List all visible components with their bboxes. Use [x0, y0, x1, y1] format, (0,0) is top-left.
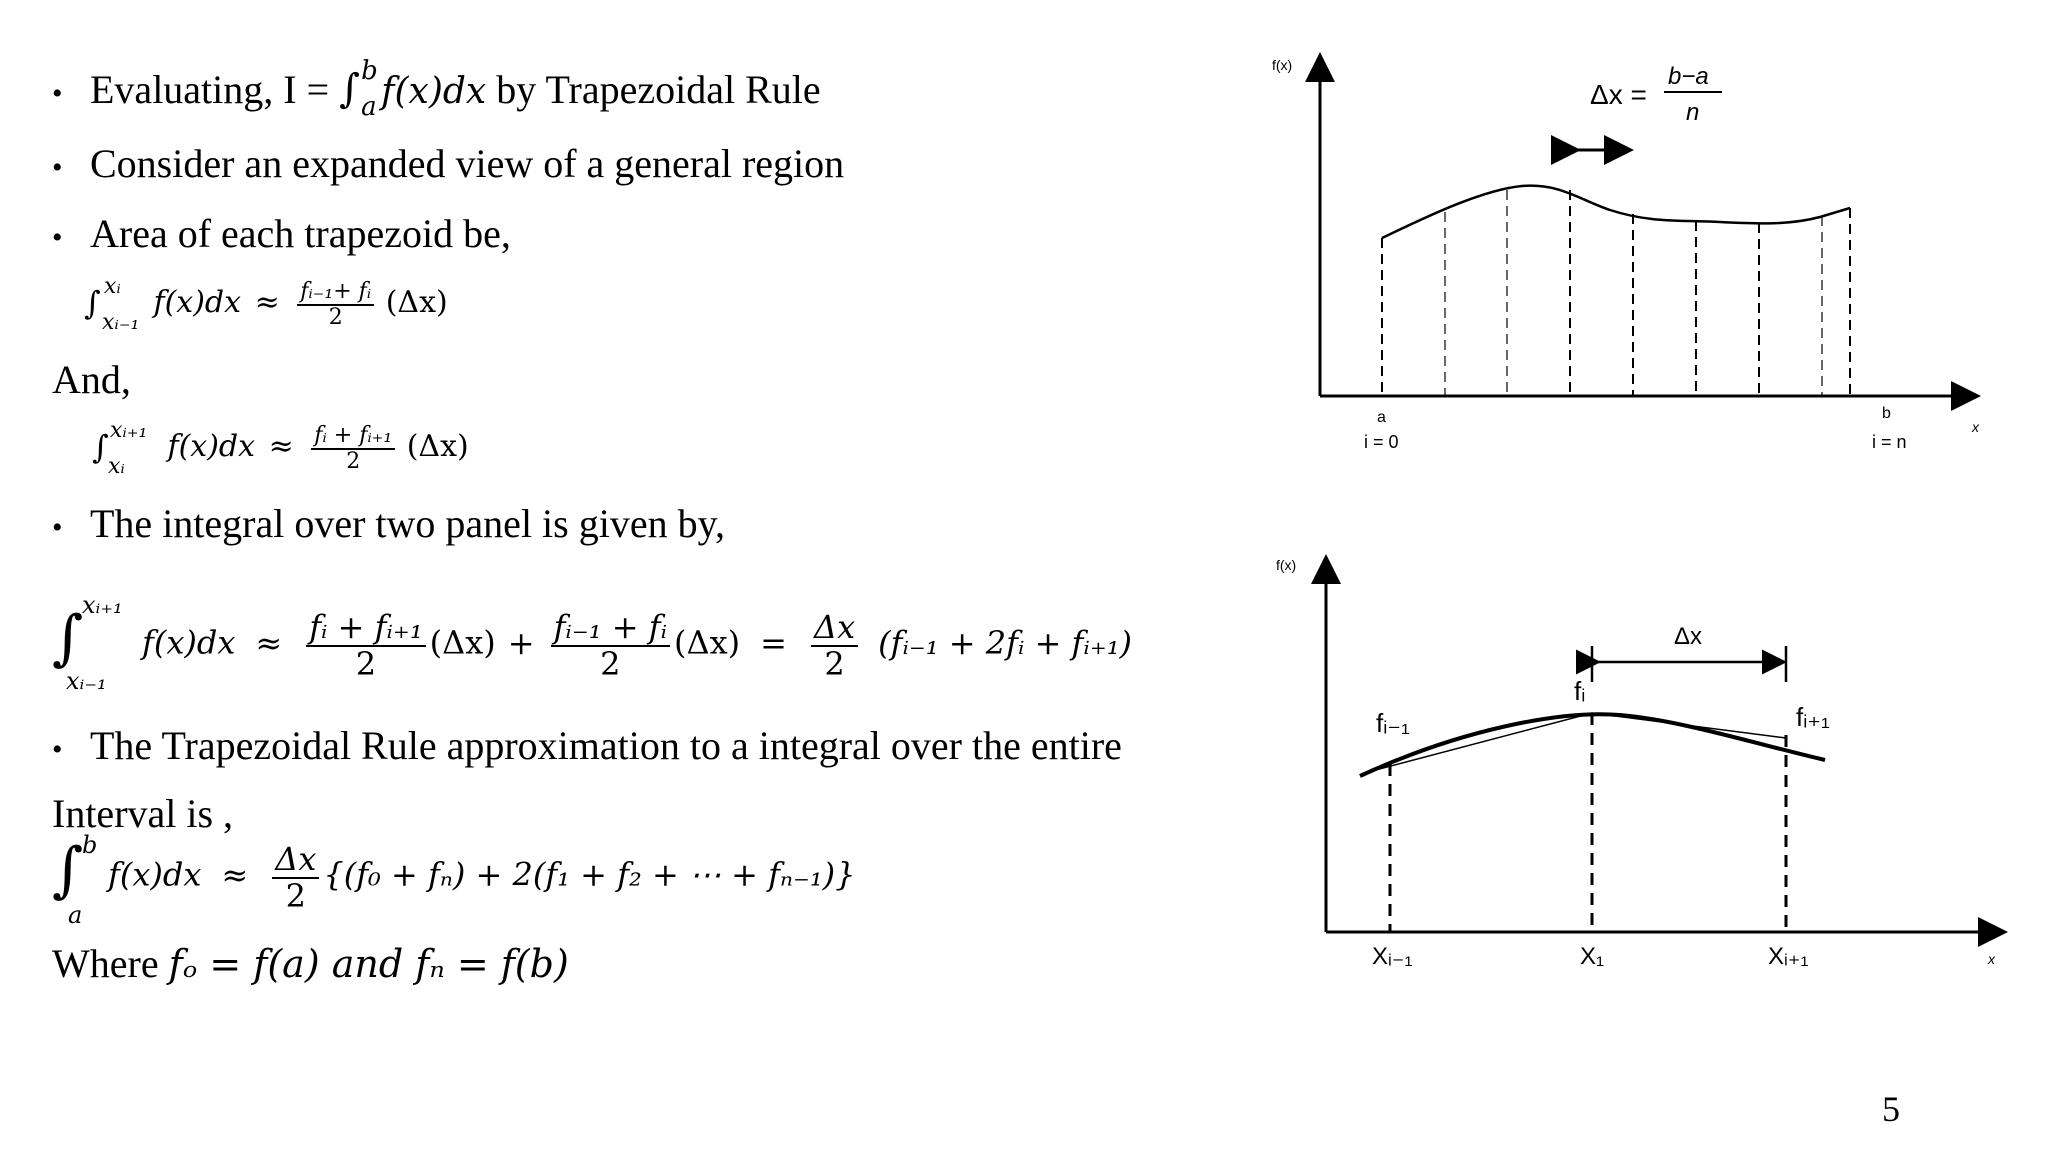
upper-limit: xᵢ₊₁ [110, 418, 148, 444]
and-label: And, [52, 357, 131, 402]
y-axis-label: f(x) [1276, 557, 1297, 573]
x-1-label: X₁ [1580, 943, 1605, 970]
bullet-text: The Trapezoidal Rule approximation to a integral over the entire [90, 723, 1122, 768]
figure-two-panel [1260, 550, 2020, 990]
denominator: 2 [328, 305, 343, 331]
dx-numerator: b−a [1668, 63, 1709, 90]
upper-limit: xᵢ₊₁ [82, 591, 123, 620]
where-line [52, 940, 569, 987]
numerator: fᵢ + fᵢ₊₁ [311, 424, 395, 450]
bullet-area-trapezoid [52, 210, 511, 257]
bullet-text: Evaluating, I = [90, 67, 340, 112]
dx-label: Δx [1674, 623, 1703, 650]
denominator: 2 [824, 645, 845, 684]
i0-label: i = 0 [1364, 432, 1399, 452]
numerator: fᵢ₋₁ + fᵢ [551, 610, 670, 647]
lower-limit: xᵢ [108, 454, 125, 480]
f-im1-label: fᵢ₋₁ [1376, 708, 1410, 738]
x-im1-label: Xᵢ₋₁ [1372, 943, 1413, 970]
integrand: f(x)dx [153, 285, 242, 321]
delta-x: (Δx) [429, 623, 496, 662]
bullet-text: The integral over two panel is given by, [90, 501, 725, 546]
delta-x: (Δx) [385, 285, 448, 321]
formula-trapezoid-2 [92, 418, 469, 480]
delta-x: (Δx) [674, 623, 741, 662]
approx-sign: ≈ [255, 623, 283, 662]
bullet-dot: • [52, 150, 63, 184]
y-axis-label: f(x) [1272, 57, 1293, 73]
integrand: f(x)dx [167, 429, 256, 465]
bullet-text: Consider an expanded view of a general region [90, 141, 845, 186]
numerator: fᵢ₋₁+ fᵢ [297, 280, 374, 306]
dx-denominator: n [1686, 99, 1700, 126]
numerator: fᵢ + fᵢ₊₁ [306, 610, 425, 647]
denominator: 2 [600, 645, 621, 684]
lower-limit: a [361, 91, 377, 122]
upper-limit: b [361, 55, 378, 86]
dx-label: Δx = [1590, 79, 1647, 110]
fraction [297, 280, 374, 330]
integrand: f(x)dx [381, 71, 487, 112]
x-axis-label: x [1972, 419, 1979, 435]
integrand: f(x)dx [108, 855, 202, 894]
interval-label: Interval is , [52, 791, 234, 836]
approx-sign: ≈ [221, 855, 249, 894]
where-text: Where [52, 941, 169, 986]
bullet-expanded-view [52, 140, 844, 187]
equals-sign: = [760, 623, 787, 662]
fraction-dx [272, 842, 319, 914]
bullet-two-panel [52, 500, 725, 547]
where-rhs: fₒ = f(a) and fₙ = f(b) [168, 942, 569, 986]
page-number: 5 [1882, 1089, 1900, 1129]
denominator: 2 [346, 449, 361, 475]
function-curve [1382, 186, 1850, 238]
fraction [311, 424, 395, 474]
numerator: Δx [272, 842, 319, 879]
approx-sign: ≈ [254, 285, 280, 321]
upper-limit: b [82, 831, 98, 860]
fraction-1 [306, 610, 425, 682]
panel-lines [1390, 713, 1786, 932]
integral-a-b: ∫ b a [52, 831, 98, 930]
lower-limit: xᵢ₋₁ [102, 310, 140, 336]
b-label: b [1882, 405, 1891, 422]
in-label: i = n [1872, 432, 1907, 452]
rhs-expression: {(f₀ + fₙ) + 2(f₁ + f₂ + ⋯ + fₙ₋₁)} [323, 855, 856, 894]
integrand: f(x)dx [142, 623, 236, 662]
trapezoid-chords [1368, 713, 1786, 772]
bullet-text: Area of each trapezoid be, [90, 211, 511, 256]
numerator: Δx [811, 610, 858, 647]
bullet-dot: • [52, 220, 63, 254]
bullet-evaluating [52, 55, 821, 122]
lower-limit: a [68, 901, 83, 930]
x-ip1-label: Xᵢ₊₁ [1768, 943, 1809, 970]
integral-a-b: ∫ b a [339, 55, 378, 122]
plus-sign: + [507, 623, 535, 662]
denominator: 2 [355, 645, 377, 684]
rhs-expression: (fᵢ₋₁ + 2fᵢ + fᵢ₊₁) [878, 623, 1133, 662]
integral-xi-xip1: ∫ xᵢ₊₁ xᵢ [92, 418, 148, 480]
figure-trapezoids [1260, 40, 2000, 480]
formula-two-panel [52, 591, 1133, 696]
bullet-entire-interval [52, 722, 1122, 769]
upper-limit: xᵢ [104, 274, 121, 300]
lower-limit: xᵢ₋₁ [66, 667, 107, 696]
formula-trapezoid-1 [84, 274, 448, 336]
bullet-dot: • [52, 732, 63, 766]
panel-lines [1382, 190, 1850, 396]
denominator: 2 [285, 877, 306, 916]
formula-trapezoidal-rule [52, 831, 856, 930]
fraction-dx [811, 610, 858, 682]
fraction-2 [551, 610, 670, 682]
a-label: a [1377, 409, 1386, 426]
integral-xim1-xi: ∫ xᵢ xᵢ₋₁ [84, 274, 140, 336]
f-ip1-label: fᵢ₊₁ [1796, 702, 1830, 732]
approx-sign: ≈ [268, 429, 294, 465]
bullet-dot: • [52, 510, 63, 544]
delta-x: (Δx) [406, 429, 469, 465]
f-i-label: fᵢ [1574, 676, 1586, 706]
bullet-dot: • [52, 76, 63, 110]
integral-xim1-xip1: ∫ xᵢ₊₁ xᵢ₋₁ [52, 591, 123, 696]
x-axis-label: x [1988, 951, 1995, 967]
bullet-tail: by Trapezoidal Rule [486, 67, 821, 112]
